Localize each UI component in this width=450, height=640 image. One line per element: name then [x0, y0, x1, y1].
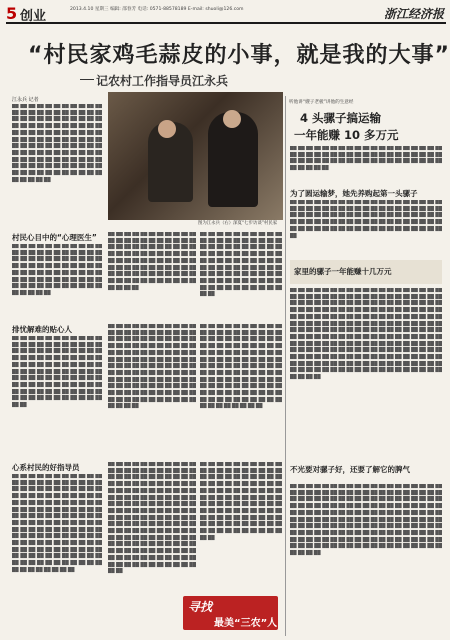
section-heading-3: 心系村民的好指导员 — [12, 463, 80, 472]
section-heading-2: 排忧解难的贴心人 — [12, 325, 72, 334]
sidebar-section-2-text: ██ ██ ██ ██ ██ ██ ██ ██ ██ ██ ██ ██ ██ ██ ██ ██ ██ ██ ██ ██ ██ ██ ██ ██ ██ ██ ██ ██ ██ ██ ██ ██ ██ ██ ██ ██ ██ ██ ██ ██ ██ ██ ██ ██ ██ ██ ██ ██ ██ ██ ██ ██ ██ ██ ██ ██ ██ ██ ██ ██ ██ ██ ██ ██ ██ ██ ██ ██ ██ ██ ██ ██ ██ ██ ██ ██ ██ ██ ██ ██ ██ ██ ██ ██ ██ ██ ██ ██ ██ ██ ██ ██ ██ ██ ██ ██ ██ ██ ██ ██ ██ ██ ██ ██ ██ ██ ██ ██ ██ ██ ██ ██ ██ ██ ██ ██ ██ ██ ██ ██ ██ ██ ██ ██ ██ ██ ██ ██ ██ ██ ██ ██ ██ ██ ██ ██ ██ ██ ██ ██ ██ ██ ██ ██ ██ ██ ██ ██ ██ ██ ██ ██ ██ ██ ██ ██ ██ ██ ██ ██ ██ ██ ██ ██ ██ ██ ██ ██ ██ ██ ██ ██ ██ ██ ██ ██ ██ ██ ██ ██ ██ ██ ██ ██ ██ ██ ██ ██ ██ ██ ██ ██ ██ ██ ██ ██ ██ ██ ██ ██ ██ ██ ██ ██ ██ ██ ██ ██ ██ ██ ██ ██ ██ ██ ██ ██ ██ ██ ██ ██ ██ ██ ██ ██ ██ ██ ██ ██ ██ ██ ██ ██ ██ ██ ██ ██ ██ ██ ██ ██ ██ ██ ██ ██ ██ ██ ██ ██ ██ ██ ██ — [290, 288, 442, 381]
section-heading-1: 村民心目中的“心理医生” — [12, 233, 97, 242]
section-2-text-col1: ██ ██ ██ ██ ██ ██ ██ ██ ██ ██ ██ ██ ██ ██ ██ ██ ██ ██ ██ ██ ██ ██ ██ ██ ██ ██ ██ ██ ██ ██ ██ ██ ██ ██ ██ ██ ██ ██ ██ ██ ██ ██ ██ ██ ██ ██ ██ ██ ██ ██ ██ ██ ██ ██ ██ ██ ██ ██ ██ ██ ██ ██ ██ ██ ██ ██ ██ ██ ██ ██ ██ ██ ██ ██ ██ ██ ██ ██ ██ ██ ██ ██ ██ ██ ██ ██ ██ ██ ██ ██ ██ ██ ██ ██ ██ ██ ██ ██ ██ ██ ██ ██ ██ ██ ██ ██ ██ ██ ██ ██ ██ ██ — [12, 336, 102, 409]
sidebar-section-3-text: ██ ██ ██ ██ ██ ██ ██ ██ ██ ██ ██ ██ ██ ██ ██ ██ ██ ██ ██ ██ ██ ██ ██ ██ ██ ██ ██ ██ ██ ██ ██ ██ ██ ██ ██ ██ ██ ██ ██ ██ ██ ██ ██ ██ ██ ██ ██ ██ ██ ██ ██ ██ ██ ██ ██ ██ ██ ██ ██ ██ ██ ██ ██ ██ ██ ██ ██ ██ ██ ██ ██ ██ ██ ██ ██ ██ ██ ██ ██ ██ ██ ██ ██ ██ ██ ██ ██ ██ ██ ██ ██ ██ ██ ██ ██ ██ ██ ██ ██ ██ ██ ██ ██ ██ ██ ██ ██ ██ ██ ██ ██ ██ ██ ██ ██ ██ ██ ██ ██ ██ ██ ██ ██ ██ ██ ██ ██ ██ ██ ██ ██ ██ ██ ██ ██ ██ ██ ██ ██ ██ ██ ██ ██ ██ ██ ██ ██ ██ ██ ██ ██ ██ ██ ██ ██ ██ ██ ██ ██ ██ ██ ██ ██ ██ ██ ██ ██ ██ ██ ██ ██ ██ ██ ██ ██ ██ ██ ██ ██ ██ ██ ██ ██ ██ ██ ██ ██ ██ ██ ██ ██ ██ ██ ██ — [290, 484, 442, 557]
sidebar-heading-3: 不光要对骡子好，还要了解它的脾气 — [290, 465, 410, 474]
section-3-text-col3: ██ ██ ██ ██ ██ ██ ██ ██ ██ ██ ██ ██ ██ ██ ██ ██ ██ ██ ██ ██ ██ ██ ██ ██ ██ ██ ██ ██ ██ ██ ██ ██ ██ ██ ██ ██ ██ ██ ██ ██ ██ ██ ██ ██ ██ ██ ██ ██ ██ ██ ██ ██ ██ ██ ██ ██ ██ ██ ██ ██ ██ ██ ██ ██ ██ ██ ██ ██ ██ ██ ██ ██ ██ ██ ██ ██ ██ ██ ██ ██ ██ ██ ██ ██ ██ ██ ██ ██ ██ ██ ██ ██ ██ ██ ██ ██ ██ ██ ██ ██ ██ ██ ██ ██ ██ ██ ██ ██ ██ ██ ██ ██ — [200, 462, 282, 541]
section-3-text-col1: ██ ██ ██ ██ ██ ██ ██ ██ ██ ██ ██ ██ ██ ██ ██ ██ ██ ██ ██ ██ ██ ██ ██ ██ ██ ██ ██ ██ ██ ██ ██ ██ ██ ██ ██ ██ ██ ██ ██ ██ ██ ██ ██ ██ ██ ██ ██ ██ ██ ██ ██ ██ ██ ██ ██ ██ ██ ██ ██ ██ ██ ██ ██ ██ ██ ██ ██ ██ ██ ██ ██ ██ ██ ██ ██ ██ ██ ██ ██ ██ ██ ██ ██ ██ ██ ██ ██ ██ ██ ██ ██ ██ ██ ██ ██ ██ ██ ██ ██ ██ ██ ██ ██ ██ ██ ██ ██ ██ ██ ██ ██ ██ ██ ██ ██ ██ ██ ██ ██ ██ ██ ██ ██ ██ ██ ██ ██ ██ ██ ██ ██ ██ ██ ██ ██ ██ ██ ██ ██ ██ ██ ██ ██ ██ ██ ██ ██ ██ ██ ██ ██ ██ ██ ██ ██ ██ ██ ██ ██ ██ ██ ██ — [12, 474, 102, 573]
column-divider — [285, 96, 286, 636]
section-2-text-col2: ██ ██ ██ ██ ██ ██ ██ ██ ██ ██ ██ ██ ██ ██ ██ ██ ██ ██ ██ ██ ██ ██ ██ ██ ██ ██ ██ ██ ██ ██ ██ ██ ██ ██ ██ ██ ██ ██ ██ ██ ██ ██ ██ ██ ██ ██ ██ ██ ██ ██ ██ ██ ██ ██ ██ ██ ██ ██ ██ ██ ██ ██ ██ ██ ██ ██ ██ ██ ██ ██ ██ ██ ██ ██ ██ ██ ██ ██ ██ ██ ██ ██ ██ ██ ██ ██ ██ ██ ██ ██ ██ ██ ██ ██ ██ ██ ██ ██ ██ ██ ██ ██ ██ ██ ██ ██ ██ ██ ██ ██ ██ ██ ██ ██ ██ ██ ██ ██ ██ ██ ██ ██ ██ ██ ██ ██ ██ ██ ██ ██ ██ ██ ██ ██ ██ ██ — [108, 324, 196, 410]
page-number: 5 — [6, 4, 18, 23]
section-1-text-col2: ██ ██ ██ ██ ██ ██ ██ ██ ██ ██ ██ ██ ██ ██ ██ ██ ██ ██ ██ ██ ██ ██ ██ ██ ██ ██ ██ ██ ██ ██ ██ ██ ██ ██ ██ ██ ██ ██ ██ ██ ██ ██ ██ ██ ██ ██ ██ ██ ██ ██ ██ ██ ██ ██ ██ ██ ██ ██ ██ ██ ██ ██ ██ ██ ██ ██ ██ ██ ██ ██ ██ ██ ██ ██ ██ ██ ██ ██ ██ ██ ██ ██ ██ ██ ██ ██ ██ ██ ██ ██ ██ ██ — [108, 232, 196, 291]
sidebar-section-1-text: ██ ██ ██ ██ ██ ██ ██ ██ ██ ██ ██ ██ ██ ██ ██ ██ ██ ██ ██ ██ ██ ██ ██ ██ ██ ██ ██ ██ ██ ██ ██ ██ ██ ██ ██ ██ ██ ██ ██ ██ ██ ██ ██ ██ ██ ██ ██ ██ ██ ██ ██ ██ ██ ██ ██ ██ ██ ██ ██ ██ ██ ██ ██ ██ ██ ██ ██ ██ ██ ██ ██ ██ ██ ██ ██ ██ ██ ██ ██ ██ ██ ██ ██ ██ ██ ██ ██ ██ ██ ██ ██ ██ ██ ██ ██ ██ — [290, 200, 442, 239]
article-body-intro: ██ ██ ██ ██ ██ ██ ██ ██ ██ ██ ██ ██ ██ ██ ██ ██ ██ ██ ██ ██ ██ ██ ██ ██ ██ ██ ██ ██ ██ ██ ██ ██ ██ ██ ██ ██ ██ ██ ██ ██ ██ ██ ██ ██ ██ ██ ██ ██ ██ ██ ██ ██ ██ ██ ██ ██ ██ ██ ██ ██ ██ ██ ██ ██ ██ ██ ██ ██ ██ ██ ██ ██ ██ ██ ██ ██ ██ ██ ██ ██ ██ ██ ██ ██ ██ ██ ██ ██ ██ ██ ██ ██ ██ ██ ██ ██ ██ ██ ██ ██ ██ ██ ██ ██ ██ ██ ██ ██ ██ ██ ██ ██ ██ ██ ██ ██ ██ ██ ██ ██ ██ ██ ██ ██ ██ ██ — [12, 104, 102, 183]
headline: “村民家鸡毛蒜皮的小事，就是我的大事” — [28, 43, 450, 68]
section-2-text-col3: ██ ██ ██ ██ ██ ██ ██ ██ ██ ██ ██ ██ ██ ██ ██ ██ ██ ██ ██ ██ ██ ██ ██ ██ ██ ██ ██ ██ ██ ██ ██ ██ ██ ██ ██ ██ ██ ██ ██ ██ ██ ██ ██ ██ ██ ██ ██ ██ ██ ██ ██ ██ ██ ██ ██ ██ ██ ██ ██ ██ ██ ██ ██ ██ ██ ██ ██ ██ ██ ██ ██ ██ ██ ██ ██ ██ ██ ██ ██ ██ ██ ██ ██ ██ ██ ██ ██ ██ ██ ██ ██ ██ ██ ██ ██ ██ ██ ██ ██ ██ ██ ██ ██ ██ ██ ██ ██ ██ ██ ██ ██ ██ ██ ██ ██ ██ ██ ██ ██ ██ ██ ██ ██ ██ ██ ██ ██ ██ — [200, 324, 282, 410]
photo-face-right — [223, 110, 241, 128]
byline: 江永兵 记者 — [12, 97, 39, 103]
sidebar-lead: ██ ██ ██ ██ ██ ██ ██ ██ ██ ██ ██ ██ ██ ██ ██ ██ ██ ██ ██ ██ ██ ██ ██ ██ ██ ██ ██ ██ ██ ██ ██ ██ ██ ██ ██ ██ ██ ██ ██ ██ ██ ██ ██ ██ ██ ██ ██ ██ ██ ██ ██ ██ ██ ██ ██ ██ ██ ██ ██ ██ ██ ██ — [290, 146, 442, 172]
banner-line-2: 最美“三农”人 — [214, 618, 278, 629]
sidebar-tag: 听他讲“嫂子老板”讲他的生意经 — [289, 100, 354, 105]
photo-face-left — [158, 120, 176, 138]
section-title: 创业 — [20, 9, 47, 24]
photo-caption: 图为江永兵（右）深夏“七步访谈”村民家 — [198, 221, 278, 226]
subtitle: 记农村工作指导员江永兵 — [96, 74, 229, 88]
section-3-text-col2: ██ ██ ██ ██ ██ ██ ██ ██ ██ ██ ██ ██ ██ ██ ██ ██ ██ ██ ██ ██ ██ ██ ██ ██ ██ ██ ██ ██ ██ ██ ██ ██ ██ ██ ██ ██ ██ ██ ██ ██ ██ ██ ██ ██ ██ ██ ██ ██ ██ ██ ██ ██ ██ ██ ██ ██ ██ ██ ██ ██ ██ ██ ██ ██ ██ ██ ██ ██ ██ ██ ██ ██ ██ ██ ██ ██ ██ ██ ██ ██ ██ ██ ██ ██ ██ ██ ██ ██ ██ ██ ██ ██ ██ ██ ██ ██ ██ ██ ██ ██ ██ ██ ██ ██ ██ ██ ██ ██ ██ ██ ██ ██ ██ ██ ██ ██ ██ ██ ██ ██ ██ ██ ██ ██ ██ ██ ██ ██ ██ ██ ██ ██ ██ ██ ██ ██ ██ ██ ██ ██ ██ ██ ██ ██ ██ ██ ██ ██ ██ ██ ██ ██ ██ ██ ██ ██ ██ ██ ██ ██ ██ ██ ██ ██ ██ ██ ██ ██ ██ ██ ██ ██ ██ ██ ██ ██ ██ ██ — [108, 462, 196, 575]
sidebar-heading-2: 家里的骡子一年能赚十几万元 — [294, 267, 392, 276]
section-1-text-col3: ██ ██ ██ ██ ██ ██ ██ ██ ██ ██ ██ ██ ██ ██ ██ ██ ██ ██ ██ ██ ██ ██ ██ ██ ██ ██ ██ ██ ██ ██ ██ ██ ██ ██ ██ ██ ██ ██ ██ ██ ██ ██ ██ ██ ██ ██ ██ ██ ██ ██ ██ ██ ██ ██ ██ ██ ██ ██ ██ ██ ██ ██ ██ ██ ██ ██ ██ ██ ██ ██ ██ ██ ██ ██ ██ ██ ██ ██ ██ ██ ██ ██ ██ ██ ██ ██ ██ ██ ██ ██ ██ ██ — [200, 232, 282, 298]
sidebar-title-1: 4 头骡子搞运输 — [300, 111, 382, 125]
page-header — [6, 4, 446, 24]
article-photo — [108, 92, 283, 220]
subtitle-dash — [80, 79, 94, 80]
banner-line-1: 寻找 — [188, 600, 213, 614]
header-meta: 2013.4.10 星期三 编辑: 邵春芳 电话: 0571-88578189 E-mail: shuoli@126.com — [70, 7, 244, 12]
section-1-text-col1: ██ ██ ██ ██ ██ ██ ██ ██ ██ ██ ██ ██ ██ ██ ██ ██ ██ ██ ██ ██ ██ ██ ██ ██ ██ ██ ██ ██ ██ ██ ██ ██ ██ ██ ██ ██ ██ ██ ██ ██ ██ ██ ██ ██ ██ ██ ██ ██ ██ ██ ██ ██ ██ ██ ██ ██ ██ ██ ██ ██ ██ ██ ██ ██ ██ ██ ██ ██ ██ ██ ██ ██ ██ ██ ██ ██ ██ ██ ██ ██ ██ ██ — [12, 244, 102, 296]
newspaper-brand: 浙江经济报 — [383, 7, 444, 21]
sidebar-title-2: 一年能赚 10 多万元 — [294, 128, 399, 142]
sidebar-heading-1: 为了圆运输梦，她先养购起第一头骡子 — [290, 189, 418, 198]
